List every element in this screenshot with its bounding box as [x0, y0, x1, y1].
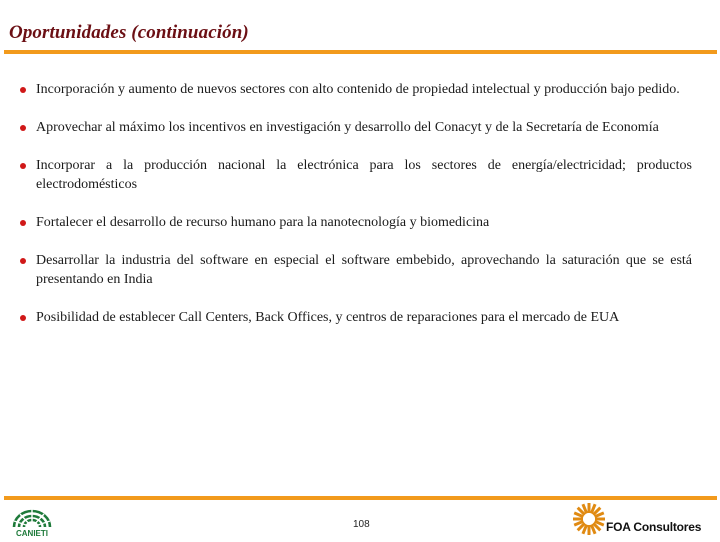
title-divider — [4, 50, 717, 54]
list-item — [20, 213, 692, 232]
foa-consultores-label: FOA Consultores — [606, 520, 702, 534]
sunburst-icon — [572, 502, 606, 536]
list-item — [20, 156, 692, 194]
bullet-dot-icon — [20, 163, 26, 169]
list-item — [20, 308, 692, 327]
bullet-text: Aprovechar al máximo los incentivos en investigación y desarrollo del Conacyt y de la Secretaría de Economía — [36, 120, 659, 135]
bullet-text: Incorporar a la producción nacional la electrónica para los sectores de energía/electricidad; productos electrodomésticos — [36, 158, 692, 192]
list-item — [20, 80, 692, 99]
bullet-dot-icon — [20, 125, 26, 131]
bullet-dot-icon — [20, 315, 26, 321]
canieti-logo-icon — [8, 505, 56, 537]
slide-title: Oportunidades (continuación) — [9, 22, 249, 43]
bullet-text: Posibilidad de establecer Call Centers, Back Offices, y centros de reparaciones para el mercado de EUA — [36, 310, 620, 325]
list-item — [20, 251, 692, 289]
page-number: 108 — [353, 519, 370, 530]
bullet-dot-icon — [20, 87, 26, 93]
bullet-dot-icon — [20, 258, 26, 264]
bullet-text: Fortalecer el desarrollo de recurso humano para la nanotecnología y biomedicina — [36, 215, 490, 230]
bullet-text: Desarrollar la industria del software en especial el software embebido, aprovechando la saturación que se está presentando en India — [36, 253, 692, 287]
bullet-list — [20, 80, 692, 346]
svg-text:CANIETI: CANIETI — [16, 529, 48, 537]
bullet-text: Incorporación y aumento de nuevos sectores con alto contenido de propiedad intelectual y producción bajo pedido. — [36, 82, 680, 97]
bullet-dot-icon — [20, 220, 26, 226]
footer-divider — [4, 496, 717, 500]
list-item — [20, 118, 692, 137]
